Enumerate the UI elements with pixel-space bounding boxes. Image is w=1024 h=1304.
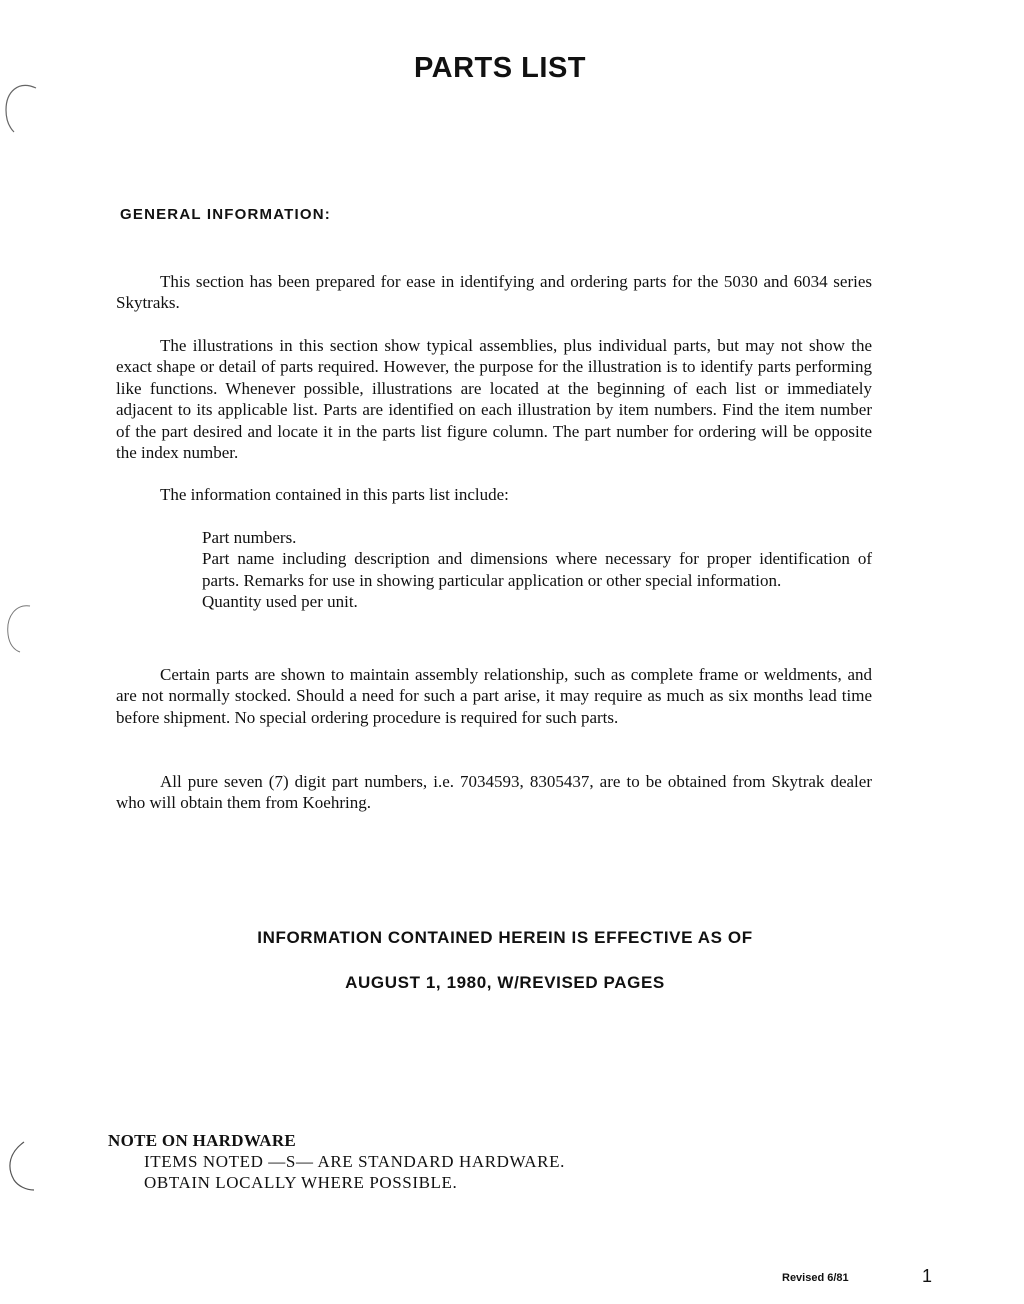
paragraph-list-intro: The information contained in this parts list include:: [160, 485, 509, 504]
hardware-note: [108, 1130, 565, 1193]
section-heading-general-information: GENERAL INFORMATION:: [120, 206, 331, 223]
hardware-note-title: NOTE ON HARDWARE: [108, 1131, 297, 1150]
paragraph-illustrations: The illustrations in this section show typical assemblies, plus individual parts, but may not show the exact shape or detail of parts required. However, the purpose for the illustration is to identify parts performing like functions. Whenever possible, illustrations are located at the beginning of each list or immediately adjacent to its applicable list. Parts are identified on each illustration by item numbers. Find the item number of the part desired and locate it in the parts list figure column. The part number for ordering will be opposite the index number.: [116, 336, 872, 463]
paragraph-intro: This section has been prepared for ease in identifying and ordering parts for the 5030 and 6034 series Skytraks.: [116, 272, 872, 313]
hole-punch-mark-bottom: [0, 1130, 40, 1220]
hardware-note-line: OBTAIN LOCALLY WHERE POSSIBLE.: [144, 1173, 458, 1192]
paragraph-part-numbers: All pure seven (7) digit part numbers, i.e. 7034593, 8305437, are to be obtained from Skytrak dealer who will obtain them from Koehring.: [116, 772, 872, 813]
list-item: Quantity used per unit.: [202, 592, 358, 612]
effective-notice-line-2: AUGUST 1, 1980, W/REVISED PAGES: [345, 973, 665, 992]
hole-punch-mark-middle: [0, 590, 40, 680]
information-list: [202, 527, 872, 613]
effective-notice-line-1: INFORMATION CONTAINED HEREIN IS EFFECTIVE AS OF: [257, 928, 753, 947]
list-item: Part name including description and dimensions where necessary for proper identification of parts. Remarks for use in showing particular application or other special information.: [202, 549, 872, 590]
list-item: Part numbers.: [202, 528, 297, 547]
page-title: PARTS LIST: [413, 52, 587, 84]
revision-date: Revised 6/81: [782, 1272, 849, 1284]
paragraph-assembly-parts: Certain parts are shown to maintain assembly relationship, such as complete frame or weldments, and are not normally stocked. Should a need for such a part arise, it may require as much as six months lead time before shipment. No special ordering procedure is required for such parts.: [116, 665, 872, 727]
page-number: 1: [922, 1266, 933, 1286]
hardware-note-line: ITEMS NOTED —S— ARE STANDARD HARDWARE.: [144, 1152, 565, 1171]
